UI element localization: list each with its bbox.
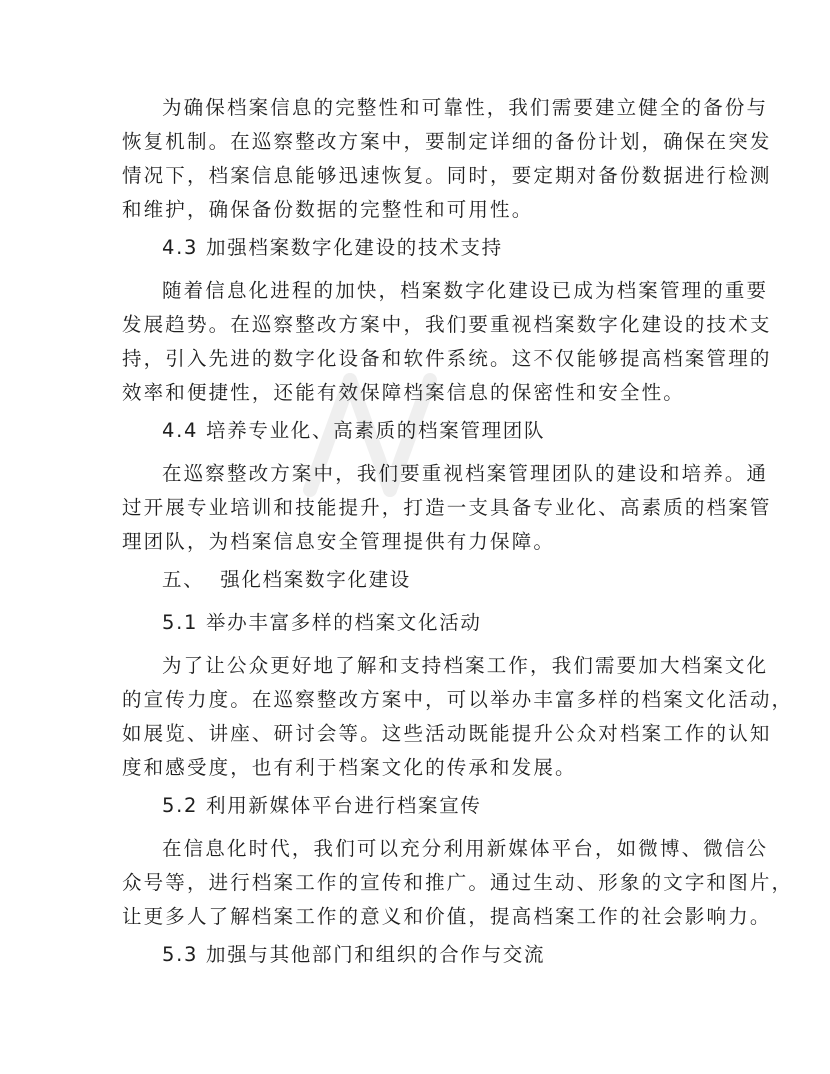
paragraph-line: 如展览、讲座、研讨会等。这些活动既能提升公众对档案工作的认知 — [122, 722, 772, 745]
paragraph-line: 效率和便捷性，还能有效保障档案信息的保密性和安全性。 — [122, 381, 685, 404]
paragraph-line: 在巡察整改方案中，我们要重视档案管理团队的建设和培养。通 — [162, 462, 769, 485]
paragraph-line: 让更多人了解档案工作的意义和价值，提高档案工作的社会影响力。 — [122, 905, 772, 928]
paragraph-line: 和维护，确保备份数据的完整性和可用性。 — [122, 198, 534, 221]
section-heading-4-3: 4.3 加强档案数字化建设的技术支持 — [162, 236, 503, 259]
paragraph-line: 为了让公众更好地了解和支持档案工作，我们需要加大档案文化 — [162, 654, 769, 677]
paragraph-line: 恢复机制。在巡察整改方案中，要制定详细的备份计划，确保在突发 — [122, 130, 772, 153]
paragraph-line: 过开展专业培训和技能提升，打造一支具备专业化、高素质的档案管 — [122, 496, 772, 519]
section-heading-4-4: 4.4 培养专业化、高素质的档案管理团队 — [162, 419, 546, 442]
paragraph-line: 众号等，进行档案工作的宣传和推广。通过生动、形象的文字和图片， — [122, 871, 794, 894]
paragraph-line: 情况下，档案信息能够迅速恢复。同时，要定期对备份数据进行检测 — [122, 164, 772, 187]
section-heading-5-3: 5.3 加强与其他部门和组织的合作与交流 — [162, 943, 546, 966]
section-heading-5-1: 5.1 举办丰富多样的档案文化活动 — [162, 611, 482, 634]
paragraph-line: 随着信息化进程的加快，档案数字化建设已成为档案管理的重要 — [162, 279, 769, 302]
paragraph-line: 发展趋势。在巡察整改方案中，我们要重视档案数字化建设的技术支 — [122, 313, 772, 336]
paragraph-line: 持，引入先进的数字化设备和软件系统。这不仅能够提高档案管理的 — [122, 347, 772, 370]
section-heading-5-2: 5.2 利用新媒体平台进行档案宣传 — [162, 794, 482, 817]
paragraph-line: 的宣传力度。在巡察整改方案中，可以举办丰富多样的档案文化活动， — [122, 688, 794, 711]
paragraph-line: 在信息化时代，我们可以充分利用新媒体平台，如微博、微信公 — [162, 837, 769, 860]
paragraph-line: 度和感受度，也有利于档案文化的传承和发展。 — [122, 756, 577, 779]
chapter-heading-5: 五、 强化档案数字化建设 — [162, 568, 411, 591]
paragraph-line: 理团队，为档案信息安全管理提供有力保障。 — [122, 530, 556, 553]
paragraph-line: 为确保档案信息的完整性和可靠性，我们需要建立健全的备份与 — [162, 96, 769, 119]
